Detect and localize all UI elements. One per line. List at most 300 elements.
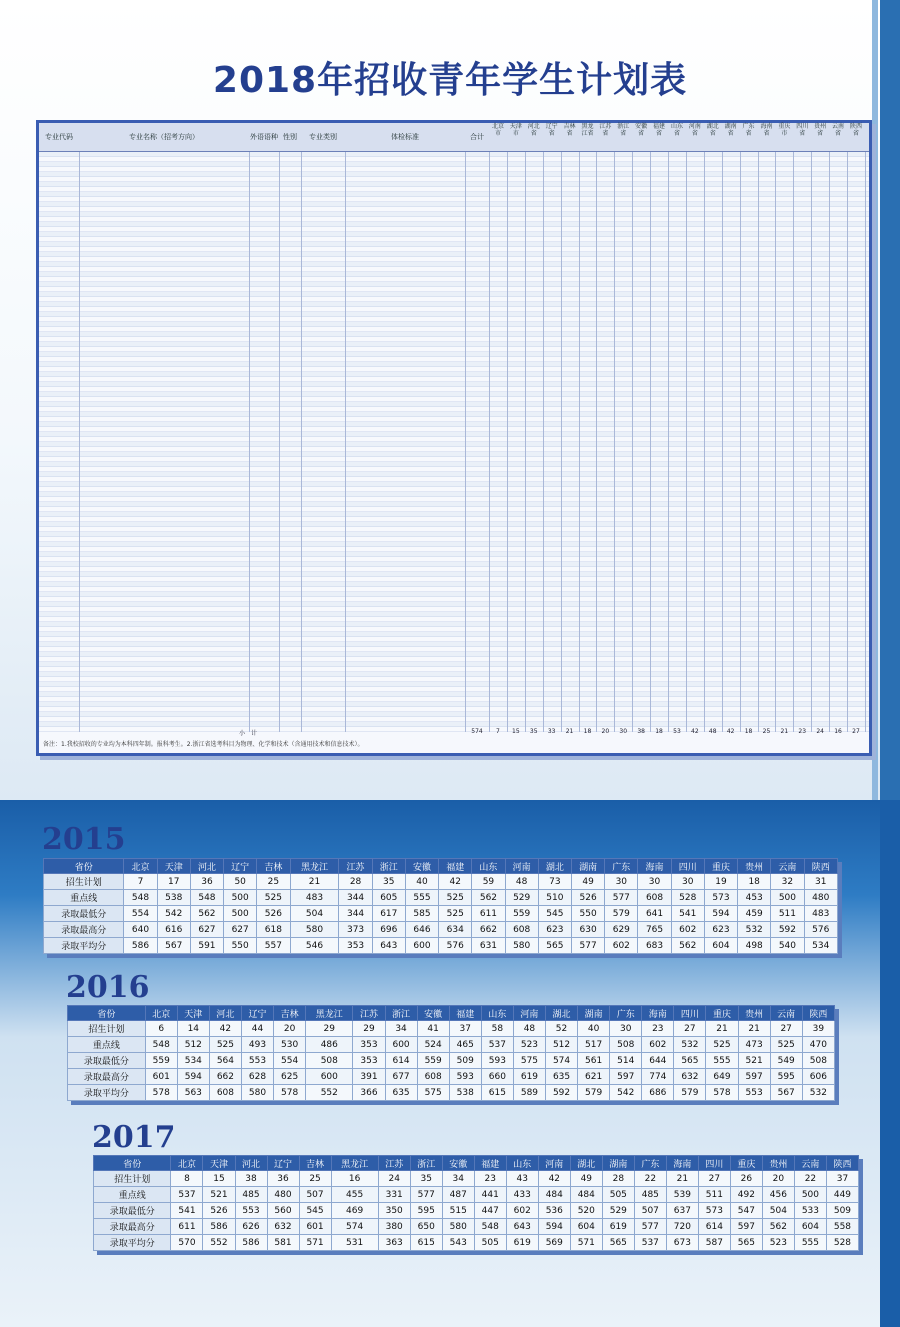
province-header: 安徽省	[635, 123, 648, 137]
column-divider	[79, 152, 80, 732]
stats-cell: 534	[177, 1053, 209, 1069]
stats-cell: 560	[267, 1203, 299, 1219]
stats-cell: 512	[545, 1037, 577, 1053]
stats-cell: 558	[826, 1219, 858, 1235]
stats-cell: 565	[674, 1053, 706, 1069]
stats-cell: 48	[505, 874, 538, 890]
stats-row-label: 录取平均分	[44, 938, 124, 954]
stats-cell: 22	[634, 1171, 666, 1187]
stats-cell: 614	[385, 1053, 417, 1069]
stats-province-header: 湖北	[545, 1006, 577, 1021]
stats-cell: 627	[224, 922, 257, 938]
stats-cell: 604	[794, 1219, 826, 1235]
stats-cell: 602	[506, 1203, 538, 1219]
column-divider	[758, 152, 759, 732]
decorative-stripe	[880, 0, 900, 800]
stats-cell: 526	[203, 1203, 235, 1219]
stats-cell: 465	[449, 1037, 481, 1053]
stats-cell: 574	[331, 1219, 378, 1235]
stats-cell: 35	[410, 1171, 442, 1187]
stats-cell: 537	[171, 1187, 203, 1203]
stats-cell: 507	[634, 1203, 666, 1219]
stats-cell: 575	[513, 1053, 545, 1069]
stats-cell: 486	[306, 1037, 353, 1053]
stats-cell: 562	[762, 1219, 794, 1235]
subtotal-cell: 42	[691, 728, 699, 735]
stats-province-header: 湖北	[538, 859, 571, 874]
stats-cell: 540	[771, 938, 804, 954]
year-title-2017: 2017	[92, 1120, 176, 1155]
stats-province-header: 天津	[177, 1006, 209, 1021]
stats-cell: 508	[306, 1053, 353, 1069]
stats-cell: 493	[241, 1037, 273, 1053]
stats-cell: 553	[738, 1085, 770, 1101]
stats-cell: 14	[177, 1021, 209, 1037]
stats-province-header: 安徽	[442, 1156, 474, 1171]
stats-cell: 42	[209, 1021, 241, 1037]
stats-cell: 59	[472, 874, 505, 890]
stats-cell: 19	[704, 874, 737, 890]
stats-cell: 615	[410, 1235, 442, 1251]
header-category: 专业类别	[309, 133, 337, 141]
plan-note: 备注：1.我校招收的专业均为本科四年制。报科考生。2.浙江省选考科目为物理、化学和技术（含通用技术和信息技术）。	[43, 741, 364, 748]
column-divider	[507, 152, 508, 732]
stats-province-header: 山东	[481, 1006, 513, 1021]
column-divider	[704, 152, 705, 732]
stats-cell: 542	[610, 1085, 642, 1101]
stats-province-header: 广东	[610, 1006, 642, 1021]
stats-province-header: 贵州	[762, 1156, 794, 1171]
stats-cell: 21	[738, 1021, 770, 1037]
stats-cell: 577	[605, 890, 638, 906]
stats-cell: 505	[602, 1187, 634, 1203]
stats-cell: 559	[417, 1053, 449, 1069]
stats-row	[68, 1037, 835, 1053]
column-divider	[489, 152, 490, 732]
subtotal-cell: 48	[708, 728, 717, 735]
stats-cell: 344	[339, 890, 372, 906]
enrollment-plan-table	[36, 120, 872, 756]
stats-province-header: 北京	[171, 1156, 203, 1171]
stats-cell: 17	[157, 874, 190, 890]
stats-cell: 649	[706, 1069, 738, 1085]
stats-province-header: 吉林	[299, 1156, 331, 1171]
stats-cell: 363	[378, 1235, 410, 1251]
subtotal-cell: 15	[512, 728, 520, 735]
stats-province-header: 重庆	[706, 1006, 738, 1021]
year-title-2015: 2015	[42, 822, 126, 857]
column-divider	[775, 152, 776, 732]
stats-province-header: 河南	[513, 1006, 545, 1021]
column-divider	[301, 152, 302, 732]
stats-cell: 547	[730, 1203, 762, 1219]
stats-cell: 543	[442, 1235, 474, 1251]
stats-cell: 660	[481, 1069, 513, 1085]
stats-cell: 22	[794, 1171, 826, 1187]
stats-cell: 508	[802, 1053, 834, 1069]
subtotal-cell: 33	[547, 728, 556, 735]
stats-cell: 604	[704, 938, 737, 954]
stats-province-header: 云南	[770, 1006, 802, 1021]
stats-cell: 23	[642, 1021, 674, 1037]
stats-cell: 49	[570, 1171, 602, 1187]
stats-province-header: 重庆	[730, 1156, 762, 1171]
stats-cell: 73	[538, 874, 571, 890]
stats-cell: 24	[378, 1171, 410, 1187]
stats-province-header: 海南	[642, 1006, 674, 1021]
stats-cell: 696	[372, 922, 405, 938]
year-title-2016: 2016	[66, 970, 150, 1005]
stats-cell: 531	[331, 1235, 378, 1251]
stats-cell: 7	[124, 874, 157, 890]
province-header: 吉林省	[563, 123, 576, 137]
stats-province-header: 浙江	[385, 1006, 417, 1021]
stats-cell: 526	[571, 890, 604, 906]
stats-cell: 27	[770, 1021, 802, 1037]
stats-header-label: 省份	[68, 1006, 146, 1021]
stats-cell: 587	[698, 1235, 730, 1251]
stats-cell: 484	[570, 1187, 602, 1203]
stats-cell: 27	[674, 1021, 706, 1037]
stats-cell: 552	[306, 1085, 353, 1101]
stats-cell: 578	[706, 1085, 738, 1101]
stats-cell: 562	[671, 938, 704, 954]
stats-row	[44, 874, 838, 890]
stats-cell: 38	[235, 1171, 267, 1187]
stats-cell: 353	[353, 1037, 385, 1053]
header-code: 专业代码	[45, 133, 73, 141]
stats-cell: 541	[171, 1203, 203, 1219]
stats-cell: 576	[804, 922, 837, 938]
stats-cell: 545	[299, 1203, 331, 1219]
stats-cell: 21	[666, 1171, 698, 1187]
stats-province-header: 贵州	[738, 859, 771, 874]
stats-cell: 441	[474, 1187, 506, 1203]
stats-cell: 623	[704, 922, 737, 938]
province-header: 陕西省	[849, 123, 862, 137]
stats-cell: 602	[642, 1037, 674, 1053]
stats-cell: 554	[274, 1053, 306, 1069]
subtotal-label: 小 计	[239, 730, 258, 737]
stats-cell: 686	[642, 1085, 674, 1101]
stats-cell: 391	[353, 1069, 385, 1085]
stats-cell: 511	[698, 1187, 730, 1203]
stats-cell: 483	[804, 906, 837, 922]
stats-cell: 683	[638, 938, 671, 954]
stats-cell: 586	[203, 1219, 235, 1235]
stats-cell: 626	[235, 1219, 267, 1235]
stats-cell: 483	[290, 890, 339, 906]
stats-cell: 623	[538, 922, 571, 938]
stats-cell: 595	[770, 1069, 802, 1085]
stats-cell: 529	[505, 890, 538, 906]
stats-cell: 565	[538, 938, 571, 954]
stats-cell: 549	[770, 1053, 802, 1069]
stats-cell: 525	[439, 906, 472, 922]
stats-row	[44, 890, 838, 906]
stats-cell: 525	[209, 1037, 241, 1053]
column-divider	[865, 152, 866, 732]
stats-cell: 563	[177, 1085, 209, 1101]
stats-cell: 514	[610, 1053, 642, 1069]
province-header: 重庆市	[778, 123, 791, 137]
province-header: 浙江省	[617, 123, 630, 137]
stats-row	[44, 922, 838, 938]
stats-province-header: 海南	[638, 859, 671, 874]
stats-cell: 640	[124, 922, 157, 938]
stats-cell: 525	[439, 890, 472, 906]
stats-cell: 36	[190, 874, 223, 890]
stats-cell: 344	[339, 906, 372, 922]
stats-cell: 44	[241, 1021, 273, 1037]
stats-cell: 6	[145, 1021, 177, 1037]
stats-cell: 608	[209, 1085, 241, 1101]
subtotal-cell: 42	[726, 728, 735, 735]
stats-cell: 15	[203, 1171, 235, 1187]
stats-row	[94, 1235, 859, 1251]
stats-cell: 459	[738, 906, 771, 922]
stats-cell: 564	[209, 1053, 241, 1069]
stats-row-label: 录取最高分	[68, 1069, 146, 1085]
stats-cell: 631	[472, 938, 505, 954]
stats-province-header: 浙江	[410, 1156, 442, 1171]
stats-cell: 553	[235, 1203, 267, 1219]
stats-cell: 521	[738, 1053, 770, 1069]
stats-cell: 597	[610, 1069, 642, 1085]
stats-province-header: 广东	[605, 859, 638, 874]
stats-cell: 575	[417, 1085, 449, 1101]
stats-cell: 570	[171, 1235, 203, 1251]
stats-row	[94, 1187, 859, 1203]
stats-row-label: 招生计划	[94, 1171, 171, 1187]
stats-cell: 504	[762, 1203, 794, 1219]
stats-province-header: 北京	[145, 1006, 177, 1021]
stats-province-header: 江苏	[378, 1156, 410, 1171]
stats-cell: 505	[474, 1235, 506, 1251]
stats-cell: 538	[449, 1085, 481, 1101]
stats-cell: 480	[267, 1187, 299, 1203]
stats-cell: 634	[439, 922, 472, 938]
stats-row-label: 重点线	[94, 1187, 171, 1203]
stats-row-label: 录取最低分	[94, 1203, 171, 1219]
stats-cell: 567	[157, 938, 190, 954]
stats-cell: 525	[706, 1037, 738, 1053]
stats-cell: 26	[730, 1171, 762, 1187]
stats-province-header: 湖南	[578, 1006, 610, 1021]
stats-cell: 601	[299, 1219, 331, 1235]
stats-cell: 539	[666, 1187, 698, 1203]
stats-cell: 28	[602, 1171, 634, 1187]
stats-province-header: 安徽	[405, 859, 438, 874]
stats-cell: 37	[826, 1171, 858, 1187]
stats-cell: 521	[203, 1187, 235, 1203]
subtotal-cell: 23	[798, 728, 807, 735]
stats-cell: 580	[241, 1085, 273, 1101]
stats-cell: 511	[771, 906, 804, 922]
stats-province-header: 江苏	[339, 859, 372, 874]
stats-cell: 557	[257, 938, 290, 954]
stats-cell: 525	[770, 1037, 802, 1053]
stats-cell: 524	[417, 1037, 449, 1053]
column-divider	[722, 152, 723, 732]
stats-cell: 485	[634, 1187, 666, 1203]
province-header: 湖北省	[706, 123, 719, 137]
stats-cell: 29	[353, 1021, 385, 1037]
stats-cell: 677	[385, 1069, 417, 1085]
subtotal-cell: 7	[496, 728, 500, 735]
stats-cell: 559	[505, 906, 538, 922]
stats-cell: 523	[762, 1235, 794, 1251]
stats-province-header: 陕西	[802, 1006, 834, 1021]
stats-cell: 58	[481, 1021, 513, 1037]
stats-cell: 37	[449, 1021, 481, 1037]
stats-cell: 43	[506, 1171, 538, 1187]
stats-cell: 567	[770, 1085, 802, 1101]
stats-province-header: 天津	[203, 1156, 235, 1171]
stats-cell: 373	[339, 922, 372, 938]
stats-cell: 28	[339, 874, 372, 890]
stats-cell: 536	[538, 1203, 570, 1219]
stats-cell: 32	[771, 874, 804, 890]
stats-cell: 40	[578, 1021, 610, 1037]
stats-cell: 433	[506, 1187, 538, 1203]
province-header: 江苏省	[599, 123, 612, 137]
stats-row-label: 录取最高分	[44, 922, 124, 938]
stats-cell: 601	[145, 1069, 177, 1085]
province-header: 天津市	[509, 123, 522, 137]
stats-province-header: 云南	[771, 859, 804, 874]
province-header: 福建省	[653, 123, 666, 137]
stats-cell: 34	[442, 1171, 474, 1187]
stats-cell: 591	[190, 938, 223, 954]
stats-row-label: 招生计划	[68, 1021, 146, 1037]
stats-cell: 525	[257, 890, 290, 906]
column-divider	[686, 152, 687, 732]
province-header: 辽宁省	[545, 123, 558, 137]
stats-cell: 600	[405, 938, 438, 954]
stats-cell: 619	[602, 1219, 634, 1235]
stats-cell: 720	[666, 1219, 698, 1235]
stats-cell: 50	[224, 874, 257, 890]
stats-cell: 629	[605, 922, 638, 938]
stats-province-header: 海南	[666, 1156, 698, 1171]
stats-province-header: 云南	[794, 1156, 826, 1171]
stats-cell: 31	[804, 874, 837, 890]
stats-cell: 484	[538, 1187, 570, 1203]
stats-cell: 646	[405, 922, 438, 938]
stats-cell: 602	[605, 938, 638, 954]
stats-table-2016	[67, 1005, 835, 1101]
column-divider	[632, 152, 633, 732]
stats-cell: 578	[145, 1085, 177, 1101]
stats-row-label: 重点线	[68, 1037, 146, 1053]
stats-cell: 611	[472, 906, 505, 922]
stats-cell: 577	[571, 938, 604, 954]
stats-cell: 765	[638, 922, 671, 938]
stats-cell: 447	[474, 1203, 506, 1219]
stats-cell: 366	[353, 1085, 385, 1101]
stats-province-header: 山东	[472, 859, 505, 874]
stats-cell: 487	[442, 1187, 474, 1203]
stats-cell: 592	[545, 1085, 577, 1101]
column-divider	[543, 152, 544, 732]
stats-cell: 42	[538, 1171, 570, 1187]
stats-cell: 42	[439, 874, 472, 890]
header-language: 外语语种	[250, 133, 278, 141]
stats-province-header: 河北	[209, 1006, 241, 1021]
stats-cell: 650	[410, 1219, 442, 1235]
stats-cell: 20	[274, 1021, 306, 1037]
stats-row	[44, 938, 838, 954]
stats-cell: 573	[698, 1203, 730, 1219]
stats-cell: 537	[634, 1235, 666, 1251]
stats-row	[68, 1021, 835, 1037]
stats-row-label: 录取平均分	[94, 1235, 171, 1251]
stats-cell: 25	[299, 1171, 331, 1187]
stats-row	[94, 1219, 859, 1235]
stats-cell: 571	[570, 1235, 602, 1251]
stats-province-header: 河北	[235, 1156, 267, 1171]
plan-table-body	[39, 152, 869, 732]
stats-cell: 608	[505, 922, 538, 938]
stats-cell: 586	[124, 938, 157, 954]
page-title: 2018年招收青年学生计划表	[212, 60, 688, 101]
stats-cell: 632	[674, 1069, 706, 1085]
province-header: 黑龙江省	[581, 123, 594, 137]
stats-province-header: 河北	[190, 859, 223, 874]
stats-row	[94, 1203, 859, 1219]
column-divider	[650, 152, 651, 732]
stats-cell: 52	[545, 1021, 577, 1037]
stats-cell: 559	[145, 1053, 177, 1069]
stats-cell: 574	[545, 1053, 577, 1069]
stats-table-2015	[43, 858, 838, 954]
stats-province-header: 吉林	[257, 859, 290, 874]
stats-province-header: 河南	[538, 1156, 570, 1171]
stats-cell: 585	[405, 906, 438, 922]
stats-province-header: 北京	[124, 859, 157, 874]
stats-cell: 380	[378, 1219, 410, 1235]
stats-cell: 774	[642, 1069, 674, 1085]
stats-header-label: 省份	[94, 1156, 171, 1171]
stats-cell: 608	[638, 890, 671, 906]
column-divider	[614, 152, 615, 732]
stats-cell: 480	[804, 890, 837, 906]
stats-cell: 453	[738, 890, 771, 906]
stats-cell: 643	[506, 1219, 538, 1235]
stats-cell: 618	[257, 922, 290, 938]
stats-cell: 579	[605, 906, 638, 922]
stats-cell: 21	[706, 1021, 738, 1037]
stats-province-header: 陕西	[804, 859, 837, 874]
stats-cell: 523	[513, 1037, 545, 1053]
stats-cell: 537	[481, 1037, 513, 1053]
stats-cell: 526	[257, 906, 290, 922]
column-divider	[793, 152, 794, 732]
column-divider	[579, 152, 580, 732]
plan-table-header	[39, 123, 869, 152]
stats-cell: 614	[698, 1219, 730, 1235]
stats-cell: 507	[299, 1187, 331, 1203]
stats-cell: 562	[190, 906, 223, 922]
stats-cell: 619	[506, 1235, 538, 1251]
stats-cell: 529	[602, 1203, 634, 1219]
stats-cell: 538	[157, 890, 190, 906]
column-divider	[596, 152, 597, 732]
stats-cell: 469	[331, 1203, 378, 1219]
stats-cell: 589	[513, 1085, 545, 1101]
stats-cell: 528	[826, 1235, 858, 1251]
